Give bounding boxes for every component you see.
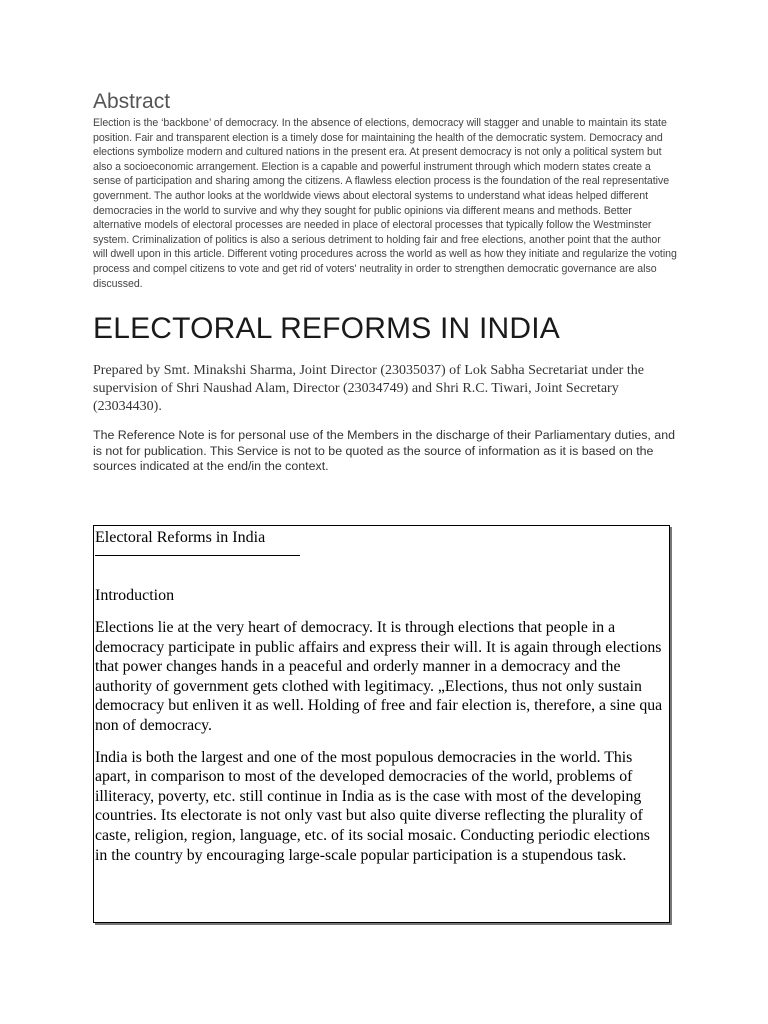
excerpt-paragraph: India is both the largest and one of the most populous democracies in the world. This apart, in comparison to most of the developed democracies of the world, problems of illiteracy, poverty, etc. still continue in India as is the case with most of the developing countries. Its electorate is not only vast but also quite diverse reflecting the plurality of caste, religion, region, language, etc. of its social mosaic. Conducting periodic elections in the country by encouraging large-scale popular participation is a stupendous task. xyxy=(95,748,650,864)
excerpt-paragraph: Elections lie at the very heart of democracy. It is through elections that people in a democracy participate in public affairs and express their will. It is again through elections that power changes hands in a peaceful and orderly manner in a democracy and the authority of government gets clothed with legitimacy. „Elections, thus not only sustain democracy but enliven it as well. Holding of free and fair election is, therefore, a sine qua non of democracy. xyxy=(95,619,663,734)
excerpt-title: Electoral Reforms in India xyxy=(95,529,266,546)
section-heading-introduction: Introduction xyxy=(95,587,175,604)
document-page xyxy=(93,88,678,475)
reference-note: The Reference Note is for personal use of the Members in the discharge of their Parliamentary duties, and is not for publication. This Service is not to be quoted as the source of information as it is based on the sources indicated at the end/in the context. xyxy=(93,428,675,474)
abstract-heading: Abstract xyxy=(93,90,171,113)
abstract-body: Election is the ‘backbone’ of democracy. In the absence of elections, democracy will stagger and unable to maintain its state position. Fair and transparent election is a timely dose for maintaining the health of the democratic system. Democracy and elections symbolize modern and cultured nations in the present era. At present democracy is not only a political system but also a socioeconomic arrangement. Election is a capable and powerful instrument through which modern states create a sense of participation and sharing among the citizens. A flawless election process is the foundation of the real representative government. The author looks at the worldwide views about electoral systems to understand what ideas helped different democracies in the world to survive and why they sought for public opinions via different means and methods. Better alternative models of electoral processes are needed in place of electoral processes that typically follow the Westminster system. Criminalization of politics is also a serious detriment to holding fair and free elections, another point that the author will dwell upon in this article. Different voting procedures across the world as well as how they initiate and regularize the voting process and compel citizens to vote and get rid of voters' neutrality in order to strengthen democratic governance are also discussed. xyxy=(93,117,677,290)
prepared-by-text: Prepared by Smt. Minakshi Sharma, Joint Director (23035037) of Lok Sabha Secretariat under the supervision of Shri Naushad Alam, Director (23034749) and Shri R.C. Tiwari, Joint Secretary (23034430). xyxy=(93,363,644,415)
document-title: ELECTORAL REFORMS IN INDIA xyxy=(93,312,560,346)
title-underline-rule xyxy=(95,555,300,556)
excerpt-box xyxy=(93,525,670,923)
